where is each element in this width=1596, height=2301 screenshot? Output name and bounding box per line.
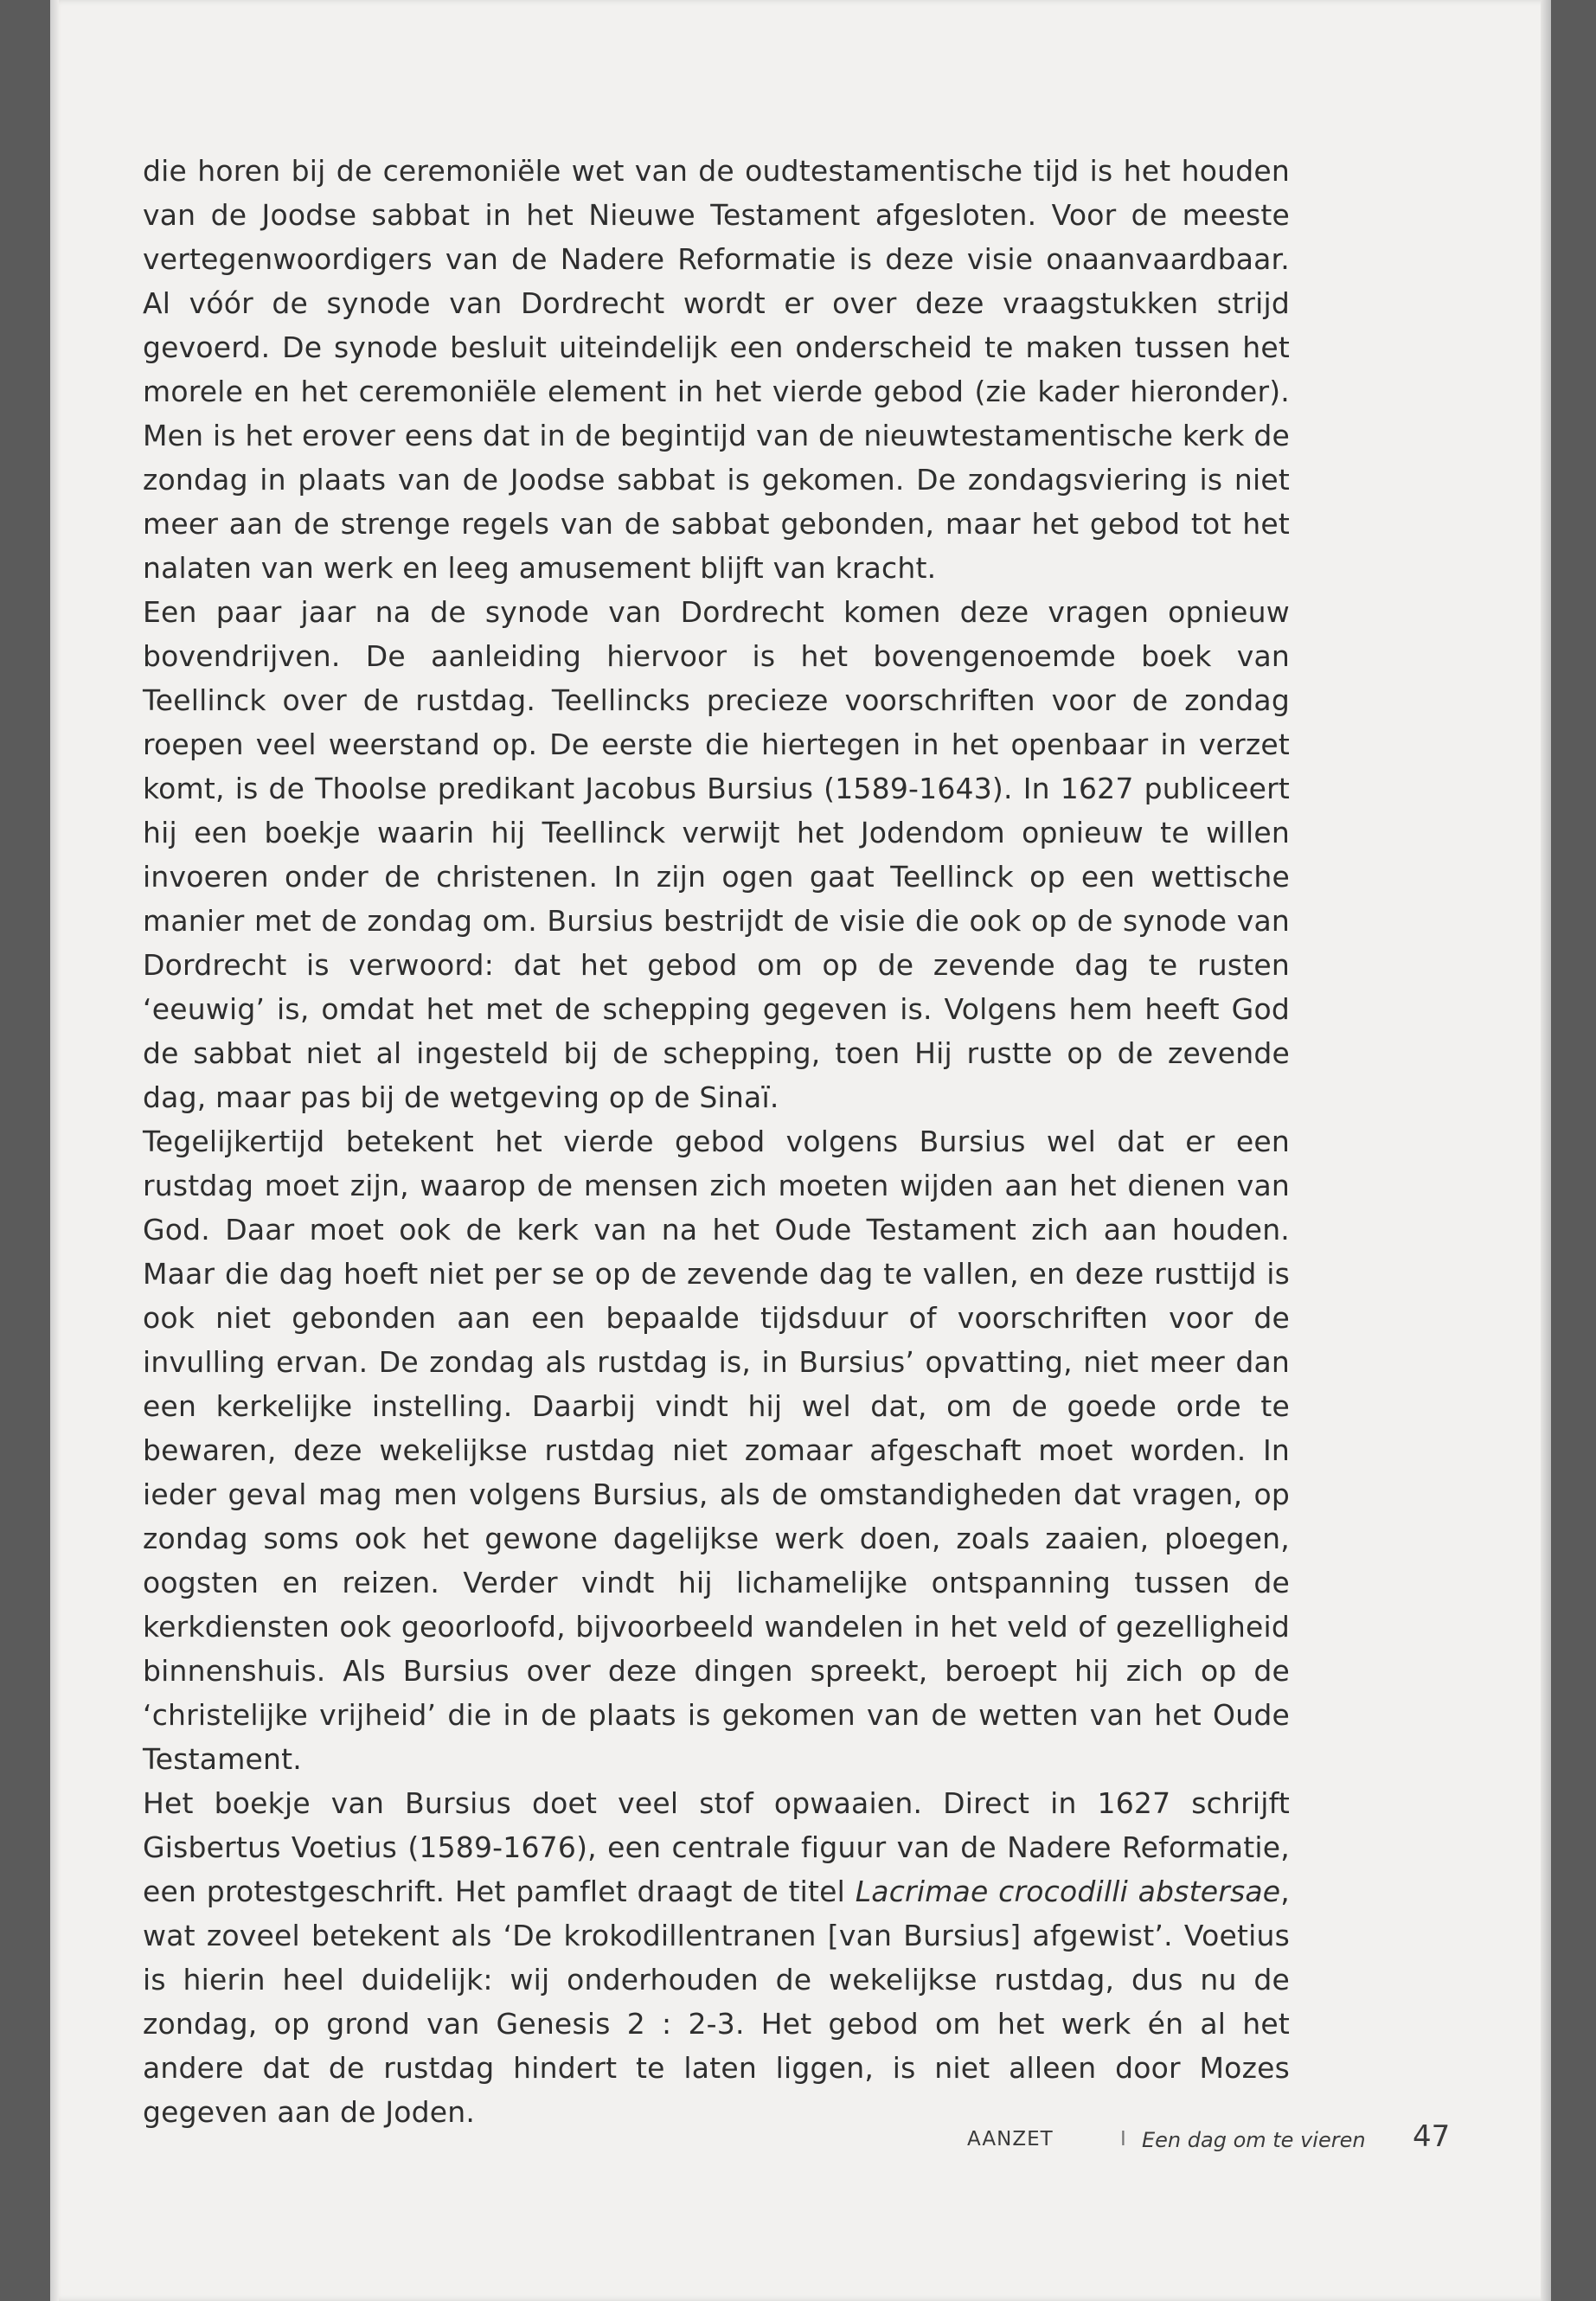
paragraph-2: Een paar jaar na de synode van Dordrecht komen deze vragen opnieuw bovendrijven. De aanleiding hiervoor is het bovengenoemde boek van Teellinck over de rustdag. Teellincks precieze voorschriften voor de zondag roepen veel weerstand op. De eerste die hiertegen in het openbaar in verzet komt, is de Thoolse predikant Jacobus Bursius (1589-1643). In 1627 publiceert hij een boekje waarin hij Teellinck verwijt het Jodendom opnieuw te willen invoeren onder de christenen. In zijn ogen gaat Teellinck op een wettische manier met de zondag om. Bursius bestrijdt de visie die ook op de synode van Dordrecht is verwoord: dat het gebod om op de zevende dag te rusten ‘eeuwig’ is, omdat het met de schepping gegeven is. Volgens hem heeft God de sabbat niet al ingesteld bij de schepping, toen Hij rustte op de zevende dag, maar pas bij de wetgeving op de Sinaï. [143,595,1290,1114]
page-gutter-shadow [50,0,59,2301]
running-footer [967,2119,1452,2163]
footer-series-name: AANZET [967,2128,1054,2150]
pamphlet-title: Lacrimae crocodilli abstersae [855,1875,1281,1908]
paragraph-4-text-after-title: , wat zoveel betekent als ‘De krokodillentranen [van Bursius] afgewist’. Voetius is hierin heel duidelijk: wij onderhouden de wekelijkse rustdag, dus nu de zondag, op grond van Genesis 2 : 2-3. Het gebod om het werk én al het andere dat de rustdag hindert te laten liggen, is niet alleen door Mozes gegeven aan de Joden. [143,1875,1290,2129]
footer-separator: I [1120,2128,1126,2150]
paragraph-4 [143,1781,1290,2134]
footer-book-title: Een dag om te vieren [1142,2128,1366,2152]
body-text [143,149,1290,2134]
page-number: 47 [1413,2119,1451,2154]
paragraph-4-text-before-title: Het boekje van Bursius doet veel stof opwaaien. Direct in 1627 schrijft Gisbertus Voetius (1589-1676), een centrale figuur van de Nadere Reformatie, een protestgeschrift. Het pamflet draagt de titel [143,1786,1290,1908]
paragraph-1: die horen bij de ceremoniële wet van de oudtestamentische tijd is het houden van de Joodse sabbat in het Nieuwe Testament afgesloten. Voor de meeste vertegenwoordigers van de Nadere Reformatie is deze visie onaanvaardbaar. Al vóór de synode van Dordrecht wordt er over deze vraagstukken strijd gevoerd. De synode besluit uiteindelijk een onderscheid te maken tussen het morele en het ceremoniële element in het vierde gebod (zie kader hieronder). Men is het erover eens dat in de begintijd van de nieuwtestamentische kerk de zondag in plaats van de Joodse sabbat is gekomen. De zondagsviering is niet meer aan de strenge regels van de sabbat gebonden, maar het gebod tot het nalaten van werk en leeg amusement blijft van kracht. [143,154,1290,585]
paragraph-3: Tegelijkertijd betekent het vierde gebod volgens Bursius wel dat er een rustdag moet zijn, waarop de mensen zich moeten wijden aan het dienen van God. Daar moet ook de kerk van na het Oude Testament zich aan houden. Maar die dag hoeft niet per se op de zevende dag te vallen, en deze rusttijd is ook niet gebonden aan een bepaalde tijdsduur of voorschriften voor de invulling ervan. De zondag als rustdag is, in Bursius’ opvatting, niet meer dan een kerkelijke instelling. Daarbij vindt hij wel dat, om de goede orde te bewaren, deze wekelijkse rustdag niet zomaar afgeschaft moet worden. In ieder geval mag men volgens Bursius, als de omstandigheden dat vragen, op zondag soms ook het gewone dagelijkse werk doen, zoals zaaien, ploegen, oogsten en reizen. Verder vindt hij lichamelijke ontspanning tussen de kerkdiensten ook geoorloofd, bijvoorbeeld wandelen in het veld of gezelligheid binnenshuis. Als Bursius over deze dingen spreekt, beroept hij zich op de ‘christelijke vrijheid’ die in de plaats is gekomen van de wetten van het Oude Testament. [143,1125,1290,1776]
page-right-edge [1541,0,1551,2301]
book-page [50,0,1551,2301]
